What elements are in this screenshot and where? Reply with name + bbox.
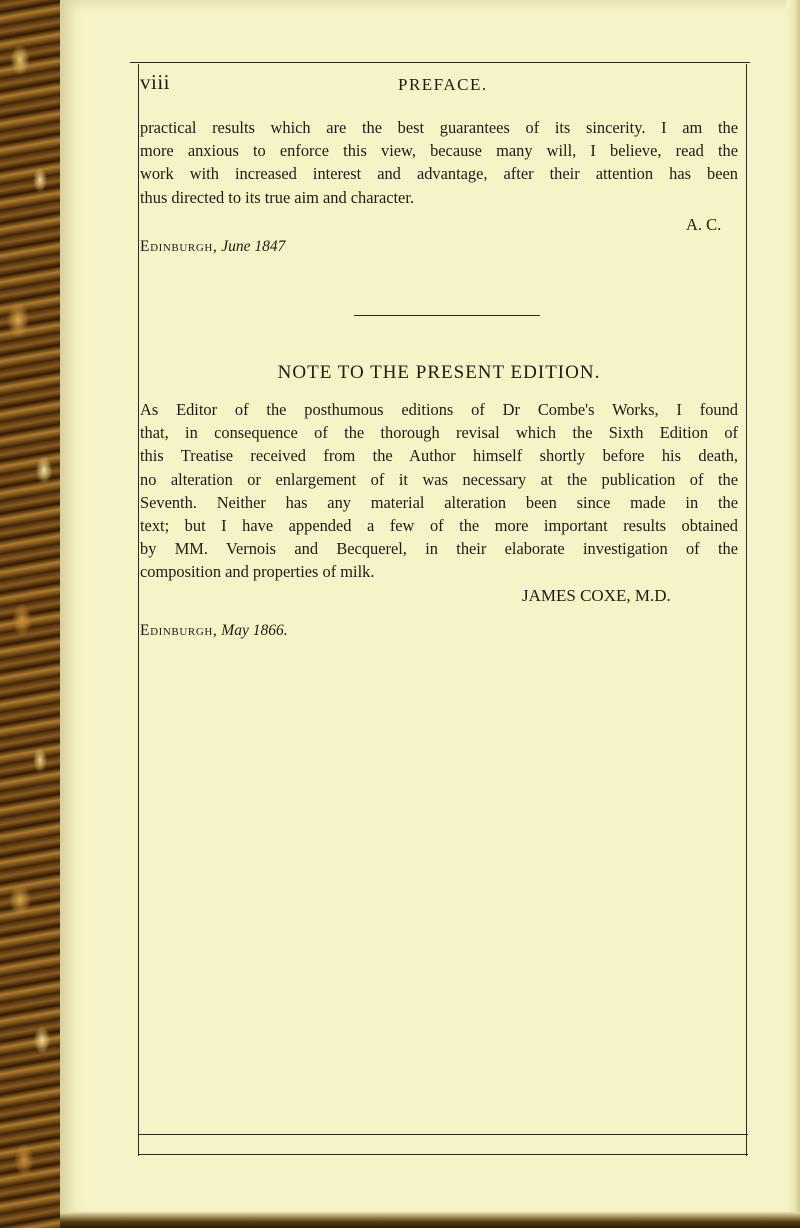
preface-paragraph	[140, 116, 738, 209]
preface-place: Edinburgh,	[140, 238, 218, 255]
page-number: viii	[140, 70, 171, 94]
note-line: text; but I have appended a few of the more important results obtained	[140, 516, 738, 536]
frame-rule-bottom-outer	[138, 1154, 748, 1155]
frame-rule-right	[746, 64, 747, 1156]
note-signature: JAMES COXE, M.D.	[522, 586, 671, 605]
note-line: by MM. Vernois and Becquerel, in their elaborate investigation of the	[140, 539, 738, 559]
note-paragraph	[140, 398, 738, 584]
preface-line: thus directed to its true aim and character.	[140, 187, 414, 207]
preface-date: June 1847	[221, 238, 286, 255]
preface-line: more anxious to enforce this view, because many will, I believe, read the	[140, 141, 738, 161]
preface-line: practical results which are the best guarantees of its sincerity. I am the	[140, 118, 738, 137]
preface-line: work with increased interest and advantage, after their attention has been	[140, 164, 738, 184]
preface-place-date	[140, 238, 285, 256]
note-place-date	[140, 622, 288, 640]
note-line: no alteration or enlargement of it was necessary at the publication of the	[140, 469, 738, 489]
note-line: that, in consequence of the thorough revisal which the Sixth Edition of	[140, 423, 738, 443]
note-date: May 1866.	[221, 622, 288, 639]
running-head: PREFACE.	[398, 75, 488, 94]
frame-rule-top	[130, 62, 750, 63]
note-line: Seventh. Neither has any material alteration been since made in the	[140, 492, 738, 512]
preface-signature: A. C.	[686, 215, 722, 234]
note-place: Edinburgh,	[140, 622, 218, 639]
section-divider-rule	[354, 315, 540, 316]
note-heading: NOTE TO THE PRESENT EDITION.	[277, 362, 601, 383]
note-line: composition and properties of milk.	[140, 562, 375, 582]
page-edge	[786, 0, 800, 1222]
frame-rule-bottom	[138, 1134, 748, 1135]
marbled-endpaper	[0, 0, 62, 1228]
note-line: As Editor of the posthumous editions of Dr Combe's Works, I found	[140, 400, 738, 419]
note-line: this Treatise received from the Author himself shortly before his death,	[140, 446, 738, 466]
frame-rule-left	[138, 64, 139, 1156]
page-bottom-edge	[60, 1212, 800, 1228]
